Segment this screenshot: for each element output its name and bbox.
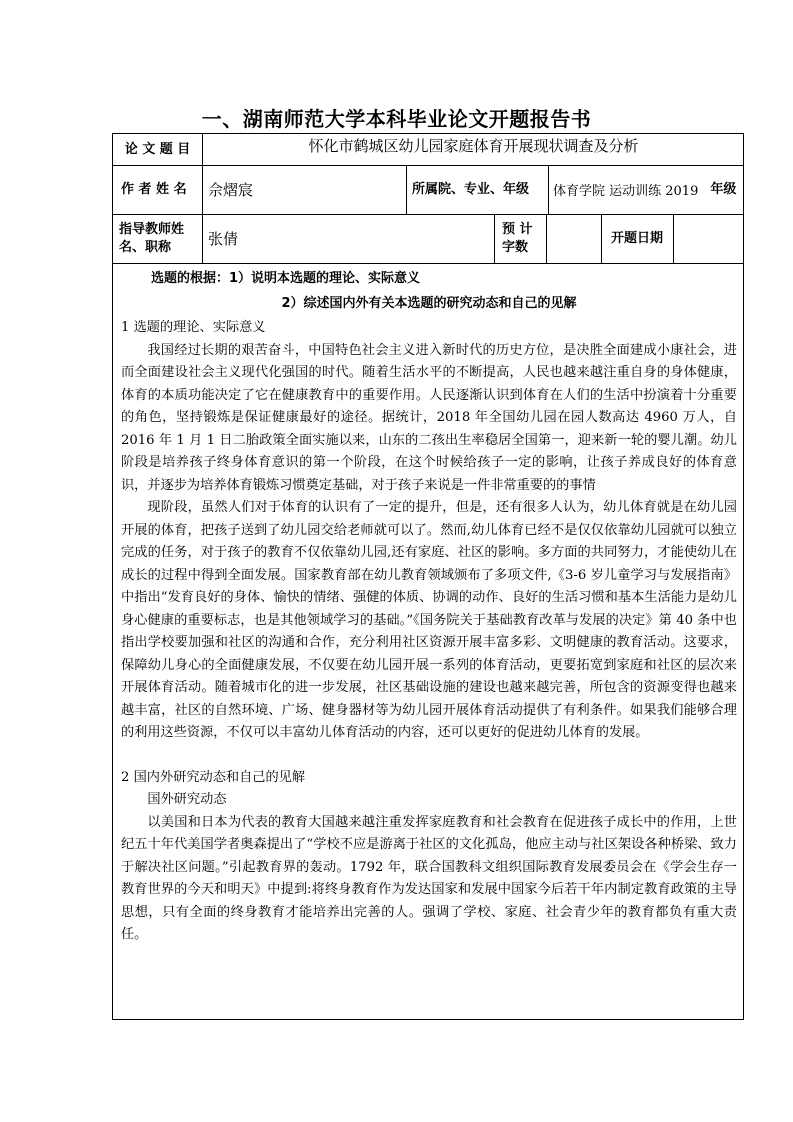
author-value: 佘熠宸	[208, 181, 254, 199]
topic-label: 论 文 题 目	[124, 141, 191, 157]
grade-suffix: 年级	[710, 181, 737, 197]
page-title: 一、湖南师范大学本科毕业论文开题报告书	[201, 107, 592, 131]
opening-date-label: 开题日期	[610, 230, 663, 246]
section-2-title: 2 国内外研究动态和自己的见解	[121, 769, 306, 785]
advisor-value: 张倩	[208, 230, 239, 248]
subsection-title: 国外研究动态	[147, 792, 227, 807]
department-value: 体育学院 运动训练 2019	[553, 184, 699, 199]
report-form	[112, 133, 744, 1020]
department-label: 所属院、专业、年级	[412, 181, 530, 197]
word-count-label: 预 计 字数	[502, 221, 533, 255]
department-value-cell	[548, 165, 745, 214]
report-body	[121, 268, 737, 947]
word-count-value	[546, 214, 601, 263]
opening-date-value	[673, 214, 745, 263]
row-divider	[113, 263, 743, 264]
paragraph-3: 以美国和日本为代表的教育大国越来越注重发挥家庭教育和社会教育在促进孩子成长中的作用，上世纪五十年代美国学者奥森提出了“学校不应是游离于社区的文化孤岛，他应主动与社区架设各种桥梁、致力于解决社区问题。”引起教育界的轰动。1792 年，联合国教科文组织国际教育发展委员会在《学会生存一教育世界的今天和明天》中提到:将终身教育作为发达国家和发展中国家今后若干年内制定教育政策的主导思想，只有全面的终身教育才能培养出完善的人。强调了学校、家庭、社会青少年的教育都负有重大责任。	[121, 814, 737, 942]
advisor-label: 指导教师姓名、职称	[119, 221, 185, 255]
basis-heading: 选题的根据：1）说明本选题的理论、实际意义	[151, 271, 421, 286]
paragraph-2: 现阶段，虽然人们对于体育的认识有了一定的提升，但是，还有很多人认为，幼儿体育就是在幼儿园开展的体育，把孩子送到了幼儿园交给老师就可以了。然而,幼儿体育已经不是仅仅依靠幼儿园就可以独立完成的任务，对于孩子的教育不仅依靠幼儿园,还有家庭、社区的影响。多方面的共同努力，才能使幼儿在成长的过程中得到全面发展。国家教育部在幼儿教育领域颁布了多项文件,《3-6 岁儿童学习与发展指南》中指出“发育良好的身体、愉快的情绪、强健的体质、协调的动作、良好的生活习惯和基本生活能力是幼儿身心健康的重要标志，也是其他领域学习的基础。”《国务院关于基础教育改革与发展的决定》第 40 条中也指出学校要加强和社区的沟通和合作，充分利用社区资源开展丰富多彩、文明健康的教育活动。这要求，保障幼儿身心的全面健康发展，不仅要在幼儿园开展一系列的体育活动，更要拓宽到家庭和社区的层次来开展体育活动。随着城市化的进一步发展，社区基础设施的建设也越来越完善，所包含的资源变得也越来越丰富，社区的自然环境、广场、健身器材等为幼儿园开展体育活动提供了有利条件。如果我们能够合理的利用这些资源，不仅可以丰富幼儿体育活动的内容，还可以更好的促进幼儿体育的发展。	[121, 500, 737, 740]
paragraph-1: 我国经过长期的艰苦奋斗，中国特色社会主义进入新时代的历史方位，是决胜全面建成小康社会，进而全面建设社会主义现代化强国的时代。随着生活水平的不断提高，人民也越来越注重自身的身体健康，体育的本质功能决定了它在健康教育中的重要作用。人民逐渐认识到体育在人们的生活中扮演着十分重要的角色，坚持锻炼是保证健康最好的途径。据统计，2018 年全国幼儿园在园人数高达 4960 万人，自 2016 年 1 月 1 日二胎政策全面实施以来，山东的二孩出生率稳居全国第一，迎来新一轮的婴儿潮。幼儿阶段是培养孩子终身体育意识的第一个阶段，在这个时候给孩子一定的影响，让孩子养成良好的体育意识，并逐步为培养体育锻炼习惯奠定基础，对于孩子来说是一件非常重要的的事情	[121, 342, 737, 493]
review-heading: 2）综述国内外有关本选题的研究动态和自己的见解	[281, 295, 577, 311]
section-1-title: 1 选题的理论、实际意义	[121, 320, 266, 335]
author-label: 作 者 姓 名	[121, 181, 187, 197]
topic-value: 怀化市鹤城区幼儿园家庭体育开展现状调查及分析	[308, 136, 639, 155]
spacer	[121, 745, 737, 767]
